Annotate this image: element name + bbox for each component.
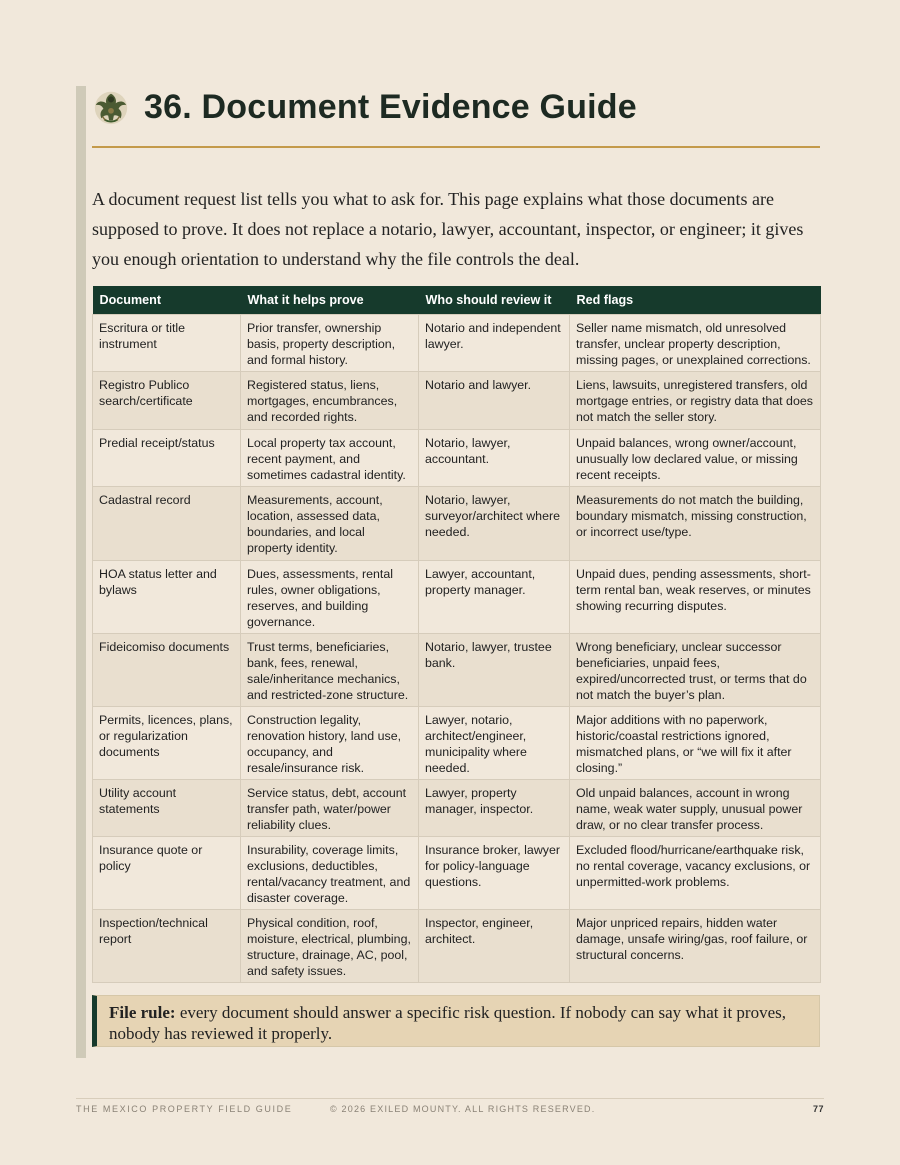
column-header-what-it-proves: What it helps prove xyxy=(241,286,419,315)
column-header-red-flags: Red flags xyxy=(570,286,821,315)
reviewer-cell: Lawyer, notario, architect/engineer, municipality where needed. xyxy=(419,707,570,780)
column-header-document: Document xyxy=(93,286,241,315)
document-cell: Registro Publico search/certificate xyxy=(93,372,241,430)
mexican-eagle-seal-icon xyxy=(92,88,130,126)
proves-cell: Measurements, account, location, assessed data, boundaries, and local property identity. xyxy=(241,487,419,561)
table-row xyxy=(93,634,821,707)
document-cell: Fideicomiso documents xyxy=(93,634,241,707)
proves-cell: Registered status, liens, mortgages, encumbrances, and recorded rights. xyxy=(241,372,419,430)
reviewer-cell: Lawyer, property manager, inspector. xyxy=(419,780,570,837)
table-row xyxy=(93,487,821,561)
reviewer-cell: Notario, lawyer, accountant. xyxy=(419,430,570,487)
reviewer-cell: Notario and lawyer. xyxy=(419,372,570,430)
red-flags-cell: Excluded flood/hurricane/earthquake risk, no rental coverage, vacancy exclusions, or unpermitted-work problems. xyxy=(570,837,821,910)
page-number: 77 xyxy=(812,1104,824,1114)
proves-cell: Construction legality, renovation history, land use, occupancy, and resale/insurance risk. xyxy=(241,707,419,780)
page-title: 36. Document Evidence Guide xyxy=(144,87,637,126)
proves-cell: Service status, debt, account transfer path, water/power reliability clues. xyxy=(241,780,419,837)
margin-bar xyxy=(76,86,86,1058)
reviewer-cell: Notario and independent lawyer. xyxy=(419,315,570,372)
red-flags-cell: Major unpriced repairs, hidden water damage, unsafe wiring/gas, roof failure, or structural concerns. xyxy=(570,910,821,983)
reviewer-cell: Lawyer, accountant, property manager. xyxy=(419,561,570,634)
red-flags-cell: Major additions with no paperwork, historic/coastal restrictions ignored, mismatched plans, or “we will fix it after closing.” xyxy=(570,707,821,780)
document-cell: Inspection/technical report xyxy=(93,910,241,983)
callout-label: File rule: xyxy=(109,1003,176,1022)
footer-copyright: © 2026 EXILED MOUNTY. ALL RIGHTS RESERVED. xyxy=(330,1104,596,1114)
table-row xyxy=(93,372,821,430)
reviewer-cell: Inspector, engineer, architect. xyxy=(419,910,570,983)
red-flags-cell: Unpaid dues, pending assessments, short-term rental ban, weak reserves, or minutes showing recurring disputes. xyxy=(570,561,821,634)
red-flags-cell: Old unpaid balances, account in wrong name, weak water supply, unusual power draw, or no clear transfer process. xyxy=(570,780,821,837)
table-row xyxy=(93,837,821,910)
proves-cell: Prior transfer, ownership basis, property description, and formal history. xyxy=(241,315,419,372)
page-footer xyxy=(76,1104,824,1118)
proves-cell: Local property tax account, recent payment, and sometimes cadastral identity. xyxy=(241,430,419,487)
red-flags-cell: Unpaid balances, wrong owner/account, unusually low declared value, or missing recent receipts. xyxy=(570,430,821,487)
table-row xyxy=(93,430,821,487)
proves-cell: Insurability, coverage limits, exclusions, deductibles, rental/vacancy treatment, and disaster coverage. xyxy=(241,837,419,910)
proves-cell: Trust terms, beneficiaries, bank, fees, renewal, sale/inheritance mechanics, and restricted-zone structure. xyxy=(241,634,419,707)
table-row xyxy=(93,910,821,983)
red-flags-cell: Liens, lawsuits, unregistered transfers, old mortgage entries, or registry data that does not match the seller story. xyxy=(570,372,821,430)
red-flags-cell: Wrong beneficiary, unclear successor beneficiaries, unpaid fees, expired/uncorrected trust, or terms that do not match the buyer’s plan. xyxy=(570,634,821,707)
proves-cell: Physical condition, roof, moisture, electrical, plumbing, structure, drainage, AC, pool, and safety issues. xyxy=(241,910,419,983)
document-cell: Insurance quote or policy xyxy=(93,837,241,910)
document-cell: Utility account statements xyxy=(93,780,241,837)
footer-book-title: THE MEXICO PROPERTY FIELD GUIDE xyxy=(76,1104,293,1114)
table-row xyxy=(93,315,821,372)
evidence-table xyxy=(92,286,821,983)
page-header xyxy=(92,84,820,130)
document-cell: Cadastral record xyxy=(93,487,241,561)
document-cell: Predial receipt/status xyxy=(93,430,241,487)
footer-divider xyxy=(76,1098,824,1099)
table-row xyxy=(93,780,821,837)
document-cell: Escritura or title instrument xyxy=(93,315,241,372)
intro-paragraph: A document request list tells you what to ask for. This page explains what those documents are supposed to prove. It does not replace a notario, lawyer, accountant, inspector, or engineer; it gives you enough orientation to understand why the file controls the deal. xyxy=(92,189,804,269)
table-row xyxy=(93,707,821,780)
reviewer-cell: Insurance broker, lawyer for policy-language questions. xyxy=(419,837,570,910)
document-cell: Permits, licences, plans, or regularization documents xyxy=(93,707,241,780)
callout-text: every document should answer a specific risk question. If nobody can say what it proves, nobody has reviewed it properly. xyxy=(109,1003,786,1043)
title-divider xyxy=(92,146,820,148)
table-row xyxy=(93,561,821,634)
table-header-row xyxy=(93,286,821,315)
reviewer-cell: Notario, lawyer, trustee bank. xyxy=(419,634,570,707)
document-cell: HOA status letter and bylaws xyxy=(93,561,241,634)
proves-cell: Dues, assessments, rental rules, owner obligations, reserves, and building governance. xyxy=(241,561,419,634)
file-rule-callout xyxy=(92,995,820,1047)
column-header-reviewer: Who should review it xyxy=(419,286,570,315)
red-flags-cell: Seller name mismatch, old unresolved transfer, unclear property description, missing pages, or unexplained corrections. xyxy=(570,315,821,372)
reviewer-cell: Notario, lawyer, surveyor/architect where needed. xyxy=(419,487,570,561)
red-flags-cell: Measurements do not match the building, boundary mismatch, missing construction, or incorrect use/type. xyxy=(570,487,821,561)
